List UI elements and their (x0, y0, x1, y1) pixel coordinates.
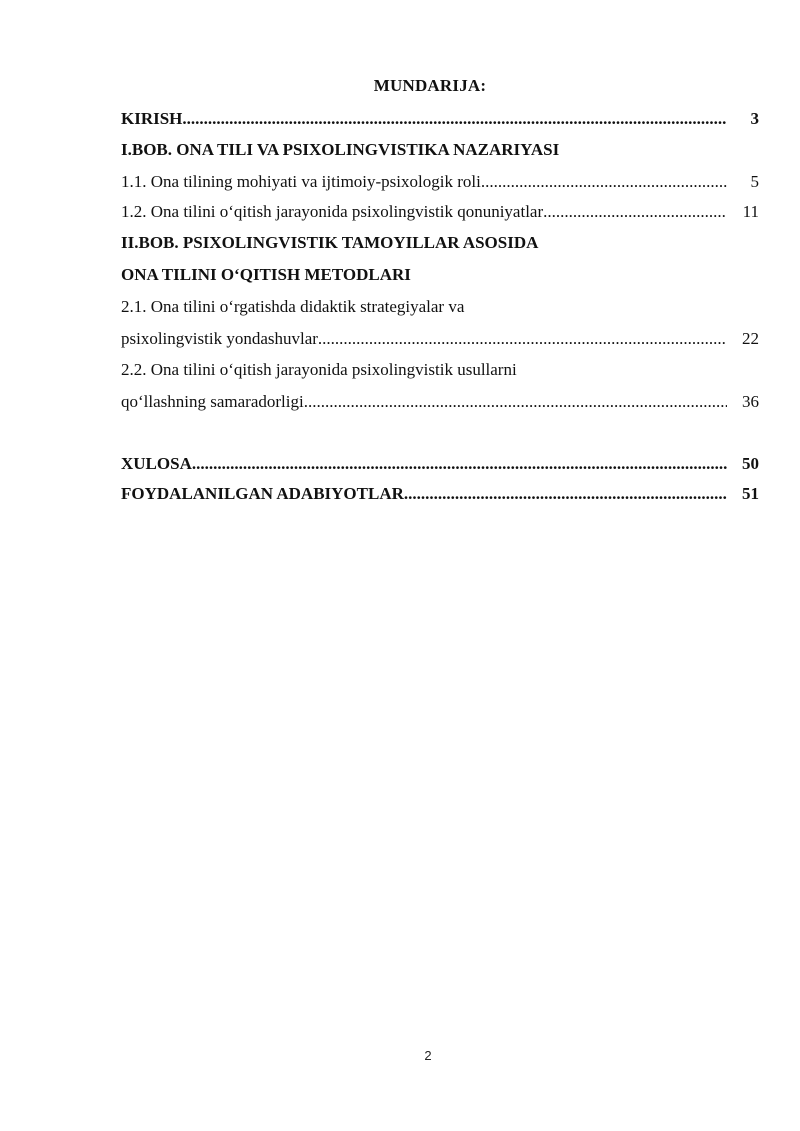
toc-entry-label: 1.2. Ona tilini o‘qitish jarayonida psixolingvistik qonuniyatlar (121, 202, 544, 221)
toc-entry-page: 11 (742, 202, 759, 221)
toc-entry-2-2-line-1[interactable] (121, 359, 759, 381)
toc-entry-label: 2.2. Ona tilini o‘qitish jarayonida psixolingvistik usullarni (121, 360, 517, 379)
toc-chapter-label: I.BOB. ONA TILI VA PSIXOLINGVISTIKA NAZARIYASI (121, 140, 560, 159)
toc-entry-adabiyotlar[interactable] (121, 483, 759, 505)
toc-chapter-2-line-2[interactable] (121, 264, 759, 286)
page-number: 2 (424, 1048, 432, 1063)
toc-entry-page: 5 (750, 172, 759, 191)
dot-leader (404, 483, 727, 505)
toc-entry-label: FOYDALANILGAN ADABIYOTLAR (121, 484, 404, 503)
toc-entry-page: 22 (742, 329, 759, 348)
toc-chapter-label: ONA TILINI O‘QITISH METODLARI (121, 265, 411, 284)
toc-entry-label: qo‘llashning samaradorligi (121, 392, 304, 411)
dot-leader (304, 391, 727, 413)
toc-entry-2-1-line-2[interactable] (121, 328, 759, 350)
dot-leader (192, 453, 727, 475)
toc-chapter-label: II.BOB. PSIXOLINGVISTIK TAMOYILLAR ASOSIDA (121, 233, 539, 252)
toc-entry-page: 50 (742, 454, 759, 473)
toc-entry-label: XULOSA (121, 454, 192, 473)
dot-leader (318, 328, 727, 350)
dot-leader (543, 201, 727, 223)
toc-entry-page: 3 (750, 109, 759, 128)
toc-entry-2-1-line-1[interactable] (121, 296, 759, 318)
dot-leader (182, 108, 727, 130)
toc-entry-page: 51 (742, 484, 759, 503)
toc-entry-xulosa[interactable] (121, 453, 759, 475)
toc-entry-1-2[interactable] (121, 201, 759, 223)
toc-entry-page: 36 (742, 392, 759, 411)
toc-entry-kirish[interactable] (121, 108, 759, 130)
toc-chapter-2-line-1[interactable] (121, 232, 759, 254)
dot-leader (481, 171, 727, 193)
toc-entry-2-2-line-2[interactable] (121, 391, 759, 413)
toc-entry-label: psixolingvistik yondashuvlar (121, 329, 318, 348)
toc-entry-label: 2.1. Ona tilini o‘rgatishda didaktik strategiyalar va (121, 297, 465, 316)
toc-entry-1-1[interactable] (121, 171, 759, 193)
toc-entry-label: KIRISH (121, 109, 183, 128)
toc-chapter-1[interactable] (121, 139, 759, 161)
toc-entry-label: 1.1. Ona tilining mohiyati va ijtimoiy-psixologik roli (121, 172, 481, 191)
toc-heading: MUNDARIJA: (373, 76, 487, 95)
